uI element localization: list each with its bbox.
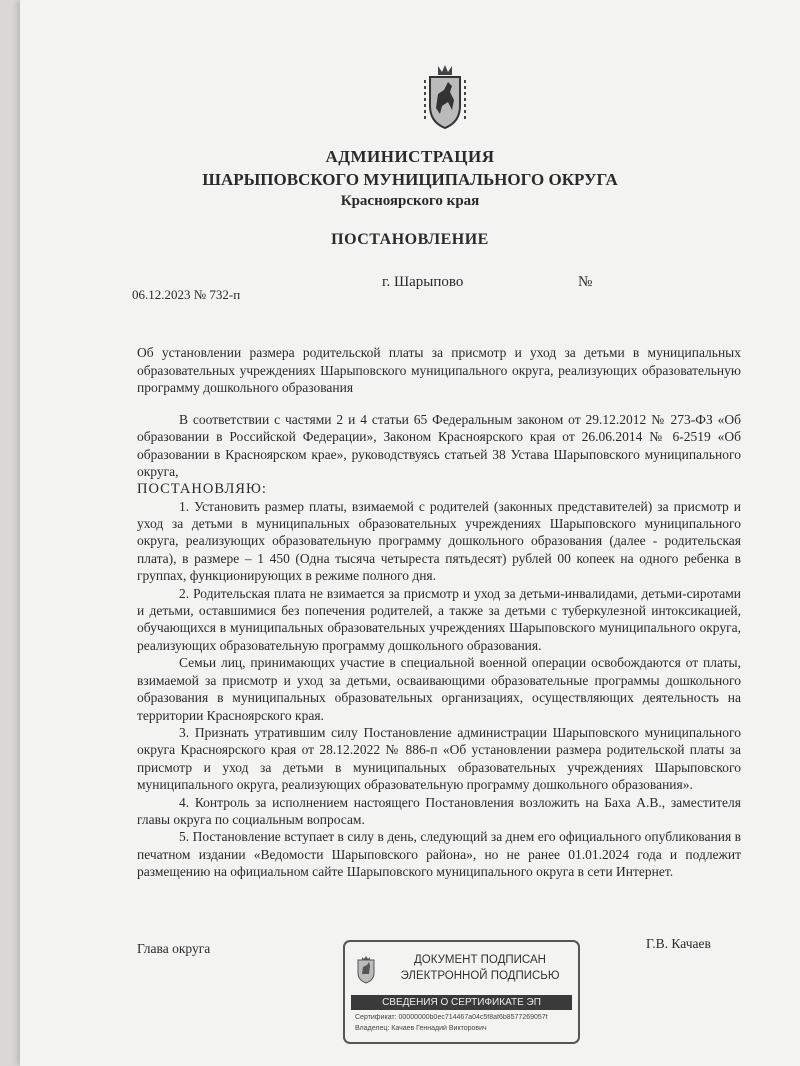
document-type: ПОСТАНОВЛЕНИЕ xyxy=(331,231,489,248)
document-body xyxy=(137,411,741,881)
org-name-line2: ШАРЫПОВСКОГО МУНИЦИПАЛЬНОГО ОКРУГА xyxy=(202,170,618,189)
signatory-name: Г.В. Качаев xyxy=(646,936,711,951)
clause-4: 4. Контроль за исполнением настоящего Постановления возложить на Баха А.В., заместителя главы округа по социальным вопросам. xyxy=(137,794,741,827)
resolve-heading: ПОСТАНОВЛЯЮ: xyxy=(137,480,267,497)
stamp-certificate-id: Сертификат: 00000000b0ec714467a04c5f8af6b8577269057f xyxy=(355,1014,548,1021)
clause-2-supplement: Семьи лиц, принимающих участие в специальной военной операции освобождаются от платы, взимаемой за присмотр и уход за детьми, осваивающими образовательные программы дошкольного образования в муниципальных образовательных организациях, осуществляющих деятельность на территории Красноярского края. xyxy=(137,655,741,723)
city: г. Шарыпово xyxy=(382,274,464,290)
signatory-role: Глава округа xyxy=(137,941,211,956)
stamp-certificate-owner: Владелец: Качаев Геннадий Викторович xyxy=(355,1025,487,1032)
org-region: Красноярского края xyxy=(340,193,480,209)
clause-5: 5. Постановление вступает в силу в день, следующий за днем его официального опубликования в печатном издании «Ведомости Шарыповского района», но не ранее 01.01.2024 года и подлежит размещению на официальном сайте Шарыповского муниципального округа в сети Интернет. xyxy=(137,829,741,880)
org-name-line1: АДМИНИСТРАЦИЯ xyxy=(325,147,495,166)
intro-paragraph: В соответствии с частями 2 и 4 статьи 65 Федеральным законом от 29.12.2012 № 273-ФЗ «Об образовании в Российской Федерации», Законом Красноярского края от 26.06.2014 № 6-2519 «Об образовании в Красноярском крае», руководствуясь статьей 38 Устава Шарыповского муниципального округа, xyxy=(137,412,741,480)
registration-date-number: 06.12.2023 № 732-п xyxy=(132,287,241,302)
document-page xyxy=(20,0,800,1066)
document-subject: Об установлении размера родительской платы за присмотр и уход за детьми в муниципальных образовательных учреждениях Шарыповского муниципального округа, реализующих образовательную программу дошкольного образования xyxy=(137,345,741,395)
clause-3: 3. Признать утратившим силу Постановление администрации Шарыповского муниципального округа Красноярского края от 28.12.2022 № 886-п «Об установлении размера родительской платы за присмотр и уход за детьми в муниципальных образовательных учреждениях Шарыповского муниципального округа, реализующих образовательную программу дошкольного образования». xyxy=(137,724,741,793)
e-signature-stamp xyxy=(343,940,580,1044)
clause-1: 1. Установить размер платы, взимаемой с родителей (законных представителей) за присмотр и уход за детьми в муниципальных образовательных учреждениях Шарыповского муниципального округа, реализующих образовательную программу дошкольного образования (далее - родительская плата), в размере – 1 450 (Одна тысяча четыреста пятьдесят) рублей 00 копеек на одного ребенка в группах, функционирующих в режиме полного дня. xyxy=(137,498,741,584)
stamp-title-line1: ДОКУМЕНТ ПОДПИСАН xyxy=(414,954,546,966)
stamp-emblem-icon xyxy=(355,954,377,984)
coat-of-arms-icon xyxy=(422,62,468,130)
stamp-certificate-bar: СВЕДЕНИЯ О СЕРТИФИКАТЕ ЭП xyxy=(351,995,572,1010)
stamp-title-line2: ЭЛЕКТРОННОЙ ПОДПИСЬЮ xyxy=(400,970,560,982)
number-sign: № xyxy=(578,274,593,290)
clause-2: 2. Родительская плата не взимается за присмотр и уход за детьми-инвалидами, детьми-сиротами и детьми, оставшимися без попечения родителей, а также за детьми с туберкулезной интоксикацией, обучающихся в муниципальных образовательных учреждениях Шарыповского муниципального округа, реализующих образовательную программу дошкольного образования. xyxy=(137,585,741,653)
